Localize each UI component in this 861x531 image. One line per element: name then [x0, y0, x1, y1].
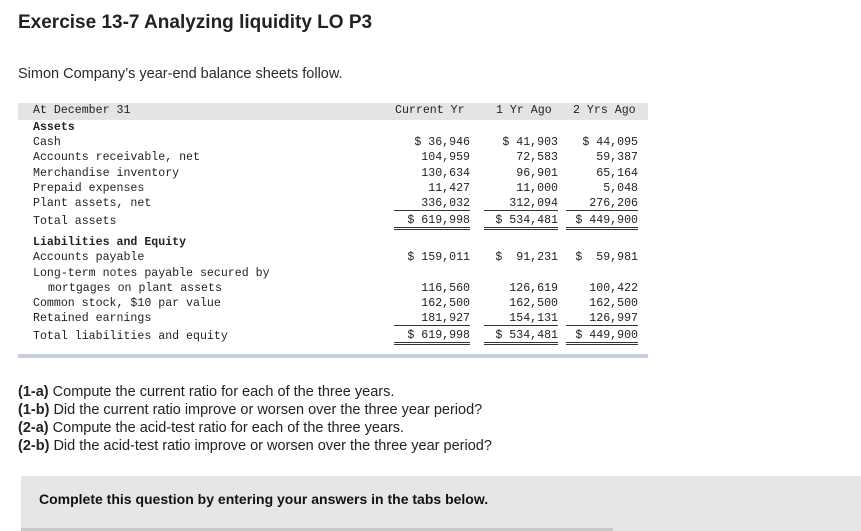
question-text: Did the current ratio improve or worsen over the three year period?	[49, 402, 483, 418]
table-bottom-divider	[18, 354, 648, 358]
cell-2-yrs-ago: 5,048	[603, 181, 638, 195]
cell-current-yr: 162,500	[421, 296, 470, 310]
question-tag: (1-a)	[18, 384, 49, 400]
section-label-liabilities: Liabilities and Equity	[33, 236, 187, 250]
table-header	[18, 103, 648, 120]
row-label: Prepaid expenses	[33, 181, 145, 195]
table-row	[18, 281, 648, 296]
cell-current-yr: $ 619,998	[394, 214, 470, 230]
table-row-total	[18, 326, 648, 346]
cell-1-yr-ago: $ 534,481	[484, 329, 558, 345]
question-item	[18, 437, 492, 455]
row-label: Retained earnings	[33, 312, 152, 326]
row-label: Long-term notes payable secured by	[33, 266, 270, 280]
cell-2-yrs-ago: 59,387	[596, 151, 638, 165]
cell-1-yr-ago: 162,500	[509, 296, 558, 310]
table-row	[18, 166, 648, 181]
table-row	[18, 311, 648, 326]
balance-sheet-table	[18, 103, 648, 346]
question-text: Did the acid-test ratio improve or worsen over the three year period?	[49, 438, 492, 454]
answer-tabs-panel	[21, 476, 861, 531]
header-2-yrs-ago: 2 Yrs Ago	[573, 104, 636, 117]
cell-current-yr: 336,032	[394, 197, 470, 211]
table-row	[18, 250, 648, 265]
cell-1-yr-ago: 72,583	[516, 151, 558, 165]
table-row	[18, 181, 648, 196]
row-label: Total liabilities and equity	[33, 330, 228, 344]
question-text: Compute the acid-test ratio for each of the three years.	[48, 420, 405, 436]
row-label: Cash	[33, 136, 61, 150]
cell-current-yr: 11,427	[428, 181, 470, 195]
cell-current-yr: $ 36,946	[414, 136, 470, 150]
question-text: Compute the current ratio for each of the three years.	[48, 384, 395, 400]
cell-2-yrs-ago: $ 44,095	[582, 136, 638, 150]
cell-current-yr: 116,560	[421, 281, 470, 295]
cell-1-yr-ago: $ 41,903	[502, 136, 558, 150]
table-row	[18, 120, 648, 135]
table-row-total	[18, 211, 648, 231]
table-row	[18, 135, 648, 150]
cell-2-yrs-ago: $ 449,900	[566, 329, 638, 345]
table-row	[18, 196, 648, 211]
cell-2-yrs-ago: $ 449,900	[566, 214, 638, 230]
cell-1-yr-ago: 154,131	[484, 312, 558, 326]
question-tag: (2-a)	[18, 420, 49, 436]
row-label: mortgages on plant assets	[48, 281, 222, 295]
table-row	[18, 266, 648, 281]
header-date-label: At December 31	[33, 104, 131, 117]
cell-2-yrs-ago: 65,164	[596, 166, 638, 180]
cell-current-yr: 104,959	[421, 151, 470, 165]
cell-1-yr-ago: $ 91,231	[495, 251, 558, 265]
cell-2-yrs-ago: 100,422	[589, 281, 638, 295]
cell-1-yr-ago: 126,619	[509, 281, 558, 295]
table-row	[18, 150, 648, 165]
cell-1-yr-ago: 312,094	[484, 197, 558, 211]
question-item	[18, 383, 492, 401]
exercise-title: Exercise 13-7 Analyzing liquidity LO P3	[18, 12, 373, 33]
row-label: Common stock, $10 par value	[33, 296, 221, 310]
panel-instruction: Complete this question by entering your answers in the tabs below.	[39, 491, 489, 507]
question-list	[18, 383, 492, 455]
table-row	[18, 296, 648, 311]
question-tag: (1-b)	[18, 402, 50, 418]
question-tag: (2-b)	[18, 438, 50, 454]
section-label-assets: Assets	[33, 121, 75, 134]
row-label: Plant assets, net	[33, 196, 152, 210]
cell-2-yrs-ago: $ 59,981	[575, 251, 638, 265]
cell-current-yr: 130,634	[421, 166, 470, 180]
cell-current-yr: $ 159,011	[407, 251, 470, 265]
cell-1-yr-ago: 11,000	[516, 181, 558, 195]
cell-current-yr: 181,927	[394, 312, 470, 326]
question-item	[18, 401, 492, 419]
cell-current-yr: $ 619,998	[394, 329, 470, 345]
header-1-yr-ago: 1 Yr Ago	[496, 104, 552, 117]
row-label: Accounts receivable, net	[33, 151, 200, 165]
intro-text: Simon Company’s year-end balance sheets follow.	[18, 66, 343, 82]
cell-2-yrs-ago: 276,206	[566, 197, 638, 211]
row-label: Total assets	[33, 215, 117, 229]
header-current-yr: Current Yr	[395, 104, 465, 117]
cell-1-yr-ago: $ 534,481	[484, 214, 558, 230]
table-row	[18, 235, 648, 250]
row-label: Accounts payable	[33, 251, 145, 265]
cell-1-yr-ago: 96,901	[516, 166, 558, 180]
cell-2-yrs-ago: 126,997	[566, 312, 638, 326]
cell-2-yrs-ago: 162,500	[589, 296, 638, 310]
row-label: Merchandise inventory	[33, 166, 180, 180]
question-item	[18, 419, 492, 437]
